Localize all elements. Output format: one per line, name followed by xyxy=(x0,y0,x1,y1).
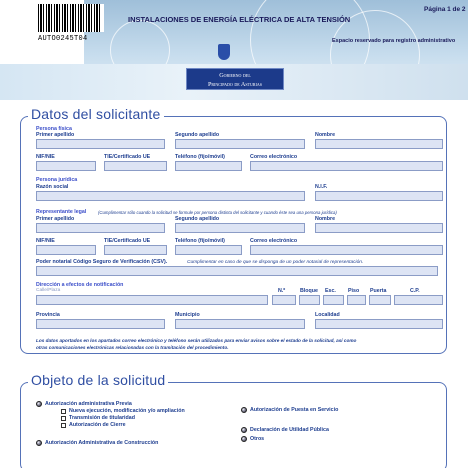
nif-nie-label: NIF/NIE xyxy=(36,154,55,160)
rep-email-input[interactable] xyxy=(250,245,443,255)
email-input[interactable] xyxy=(250,161,443,171)
company-name-input[interactable] xyxy=(36,191,305,201)
postal-code-label: C.P. xyxy=(410,288,420,294)
commissioning-authorization-label: Autorización de Puesta en Servicio xyxy=(250,407,339,413)
previous-authorization-label: Autorización administrativa Previa xyxy=(45,401,132,407)
first-surname-input[interactable] xyxy=(36,139,165,149)
rep-name-input[interactable] xyxy=(315,223,443,233)
email-label: Correo electrónico xyxy=(250,154,298,160)
rep-second-surname-label: Segundo apellido xyxy=(175,216,220,222)
phone-input[interactable] xyxy=(175,161,242,171)
name-input[interactable] xyxy=(315,139,443,149)
number-input[interactable] xyxy=(272,295,296,305)
number-label: N.º xyxy=(278,288,286,294)
legal-representative-note: (Cumplimentar sólo cuando la solicitud se formule por persona distinta del solicitante y cuando éste sea una persona jurídica) xyxy=(98,210,337,215)
public-utility-label: Declaración de Utilidad Pública xyxy=(250,427,329,433)
barcode-text: AUTO0245T04 xyxy=(38,35,88,43)
gov-line-2: Principado de Asturias xyxy=(207,81,263,88)
rep-email-label: Correo electrónico xyxy=(250,238,298,244)
rep-phone-input[interactable] xyxy=(175,245,242,255)
new-execution-label: Nueva ejecución, modificación y/o ampliación xyxy=(69,408,185,414)
construction-authorization-label: Autorización Administrativa de Construcción xyxy=(45,440,159,446)
phone-label: Teléfono (fijo/móvil) xyxy=(175,154,225,160)
nif-nie-input[interactable] xyxy=(36,161,96,171)
rep-first-surname-label: Primer apellido xyxy=(36,216,75,222)
rep-nif-nie-label: NIF/NIE xyxy=(36,238,55,244)
notarial-power-label: Poder notarial Código Seguro de Verificación (CSV). xyxy=(36,259,168,265)
natural-person-heading: Persona física xyxy=(36,126,72,132)
company-nif-label: N.I.F. xyxy=(315,184,328,190)
request-object-title: Objeto de la solicitud xyxy=(28,372,168,388)
page-number: Página 1 de 2 xyxy=(424,6,466,13)
privacy-footer-line-1: Los datos aportados en los apartados correo electrónico y teléfono serán utilizados para enviar avisos sobre el estado de la solicitud, así como xyxy=(36,338,357,343)
staircase-label: Esc. xyxy=(325,288,336,294)
legal-person-heading: Persona jurídica xyxy=(36,177,78,183)
commissioning-authorization-radio[interactable] xyxy=(241,407,247,413)
rep-second-surname-input[interactable] xyxy=(175,223,305,233)
first-surname-label: Primer apellido xyxy=(36,132,75,138)
company-nif-input[interactable] xyxy=(315,191,443,201)
others-radio[interactable] xyxy=(241,436,247,442)
ownership-transfer-checkbox[interactable] xyxy=(61,416,66,421)
tie-input[interactable] xyxy=(104,161,167,171)
public-utility-radio[interactable] xyxy=(241,427,247,433)
staircase-input[interactable] xyxy=(323,295,344,305)
block-input[interactable] xyxy=(299,295,320,305)
door-input[interactable] xyxy=(369,295,391,305)
privacy-footer-line-2: otras comunicaciones electrónicas relacionadas con la tramitación del procedimiento. xyxy=(36,345,229,350)
rep-tie-label: TIE/Certificado UE xyxy=(104,238,151,244)
notarial-power-input[interactable] xyxy=(36,266,438,276)
closure-authorization-checkbox[interactable] xyxy=(61,423,66,428)
street-input[interactable] xyxy=(36,295,268,305)
rep-first-surname-input[interactable] xyxy=(36,223,165,233)
rep-tie-input[interactable] xyxy=(104,245,167,255)
coat-of-arms-icon xyxy=(218,44,230,60)
applicant-section-title: Datos del solicitante xyxy=(28,106,164,122)
rep-phone-label: Teléfono (fijo/móvil) xyxy=(175,238,225,244)
second-surname-label: Segundo apellido xyxy=(175,132,220,138)
barcode xyxy=(36,4,104,32)
locality-input[interactable] xyxy=(315,319,443,329)
address-heading: Dirección a efectos de notificación xyxy=(36,282,124,288)
locality-label: Localidad xyxy=(315,312,340,318)
notarial-power-note: Cumplimentar en caso de que se disponga de un poder notarial de representación. xyxy=(187,260,364,265)
reserved-space-label: Espacio reservado para registro administrativo xyxy=(332,38,456,44)
new-execution-checkbox[interactable] xyxy=(61,409,66,414)
municipality-label: Municipio xyxy=(175,312,200,318)
floor-input[interactable] xyxy=(347,295,366,305)
gov-line-1: Gobierno del xyxy=(219,72,251,79)
previous-authorization-radio[interactable] xyxy=(36,401,42,407)
closure-authorization-label: Autorización de Cierre xyxy=(69,422,126,428)
rep-name-label: Nombre xyxy=(315,216,336,222)
second-surname-input[interactable] xyxy=(175,139,305,149)
legal-representative-heading: Representante legal xyxy=(36,209,87,215)
ownership-transfer-label: Transmisión de titularidad xyxy=(69,415,135,421)
name-label: Nombre xyxy=(315,132,336,138)
company-name-label: Razón social xyxy=(36,184,69,190)
document-title: INSTALACIONES DE ENERGÍA ELÉCTRICA DE ALTA TENSIÓN xyxy=(128,15,351,24)
tie-label: TIE/Certificado UE xyxy=(104,154,151,160)
province-label: Provincia xyxy=(36,312,60,318)
door-label: Puerta xyxy=(370,288,387,294)
floor-label: Piso xyxy=(348,288,360,294)
construction-authorization-radio[interactable] xyxy=(36,440,42,446)
rep-nif-nie-input[interactable] xyxy=(36,245,96,255)
municipality-input[interactable] xyxy=(175,319,305,329)
postal-code-input[interactable] xyxy=(394,295,443,305)
street-placeholder: Calle/Plaza xyxy=(36,288,61,293)
block-label: Bloque xyxy=(300,288,318,294)
privacy-footer xyxy=(36,337,446,351)
government-logo xyxy=(186,68,284,90)
others-label: Otros xyxy=(250,436,265,442)
province-input[interactable] xyxy=(36,319,165,329)
